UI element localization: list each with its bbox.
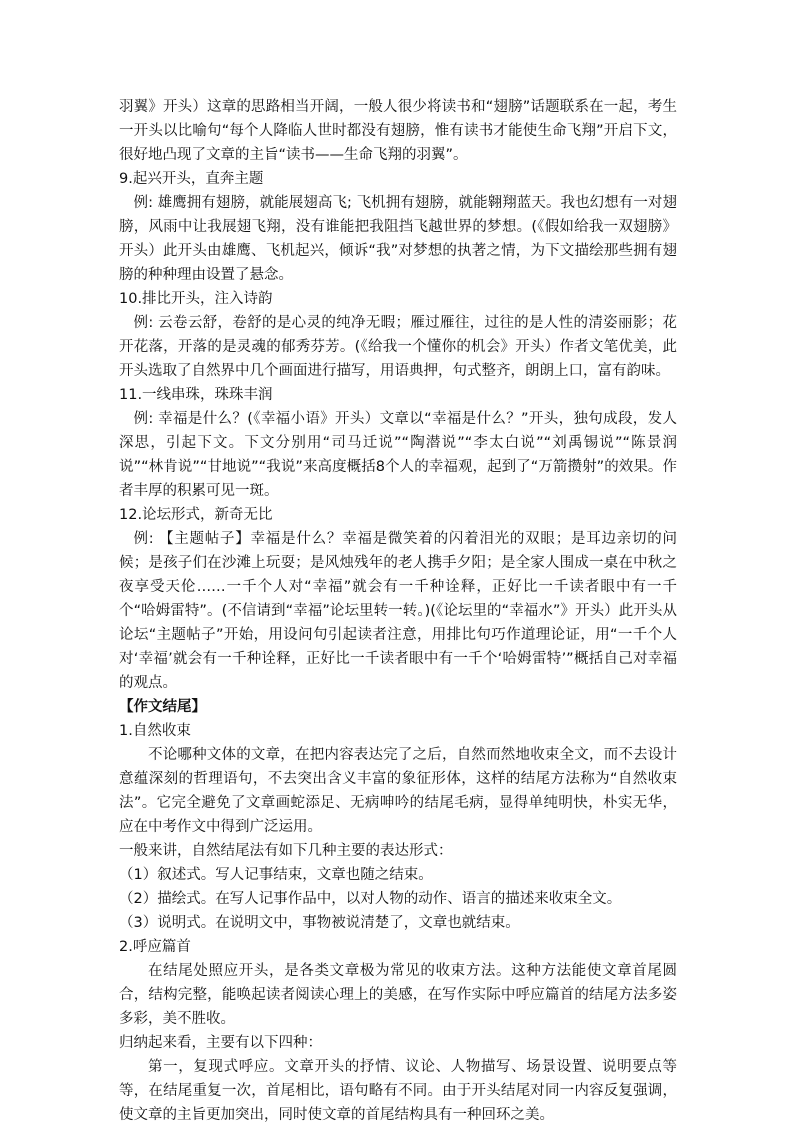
list-item-expository: （3）说明式。在说明文中，事物被说清楚了，文章也就结束。: [119, 915, 520, 931]
section-title-ending: 【作文结尾】: [119, 699, 206, 715]
heading-xing-opening: 9.起兴开头，直奔主题: [119, 171, 264, 187]
paragraph-natural-close: 不论哪种文体的文章，在把内容表达完了之后，自然而然地收束全文，而不去设计意蕴深刻的哲理语句，不去突出含义丰富的象征形体，这样的结尾方法称为“自然收束法”。它完全避免了文章画蛇添足、无病呻吟的结尾毛病，显得单纯明快，朴实无华，应在中考作文中得到广泛运用。: [119, 747, 677, 835]
paragraph-repeat-echo: 第一，复现式呼应。文章开头的抒情、议论、人物描写、场景设置、说明要点等等，在结尾重复一次，首尾相比，语句略有不同。由于开头结尾对同一内容反复强调，使文章的主旨更加突出，同时使文章的首尾结构具有一种回环之美。: [119, 1059, 677, 1123]
paragraph-wings-example: 例: 雄鹰拥有翅膀，就能展翅高飞; 飞机拥有翅膀，就能翱翔蓝天。我也幻想有一对翅膀，风雨中让我展翅飞翔，没有谁能把我阻挡飞越世界的梦想。(《假如给我一双翅膀》开头）此开头由雄鹰、飞机起兴，倾诉“我”对梦想的执著之情，为下文描绘那些拥有翅膀的种种理由设置了悬念。: [119, 195, 677, 283]
document-page: [119, 95, 677, 1127]
heading-natural-close: 1.自然收束: [119, 723, 191, 739]
heading-echo-beginning: 2.呼应篇首: [119, 939, 191, 955]
heading-parallel-opening: 10.排比开头，注入诗韵: [119, 291, 273, 307]
paragraph-four-types: 归纳起来看，主要有以下四种：: [119, 1035, 322, 1051]
list-item-descriptive: （2）描绘式。在写人记事作品中，以对人物的动作、语言的描述来收束全文。: [119, 891, 622, 907]
paragraph-forms-intro: 一般来讲，自然结尾法有如下几种主要的表达形式：: [119, 843, 453, 859]
paragraph-happiness-example: 例: 幸福是什么？(《幸福小语》开头）文章以“幸福是什么？”开头，独句成段，发人深思，引起下文。下文分别用“司马迁说”“陶潜说”“李太白说”“刘禹锡说”“陈景润说”“林肯说”“甘地说”“我说”来高度概括8个人的幸福观，起到了“万箭攒射”的效果。作者丰厚的积累可见一斑。: [119, 411, 677, 499]
heading-forum-form: 12.论坛形式，新奇无比: [119, 507, 273, 523]
heading-string-of-pearls: 11.一线串珠，珠珠丰润: [119, 387, 273, 403]
paragraph-reading-wings-analysis: 羽翼》开头）这章的思路相当开阔，一般人很少将读书和“翅膀”话题联系在一起，考生一开头以比喻句“每个人降临人世时都没有翅膀，惟有读书才能使生命飞翔”开启下文，很好地凸现了文章的主旨“读书——生命飞翔的羽翼”。: [119, 99, 677, 163]
paragraph-clouds-example: 例: 云卷云舒，卷舒的是心灵的纯净无暇；雁过雁往，过往的是人性的清姿丽影；花开花落，开落的是灵魂的郁秀芬芳。(《给我一个懂你的机会》开头）作者文笔优美，此开头选取了自然界中几个画面进行描写，用语典押，句式整齐，朗朗上口，富有韵味。: [119, 315, 677, 379]
list-item-narrative: （1）叙述式。写人记事结束，文章也随之结束。: [119, 867, 433, 883]
paragraph-forum-example: 例: 【主题帖子】幸福是什么？幸福是微笑着的闪着泪光的双眼；是耳边亲切的问候；是孩子们在沙滩上玩耍；是风烛残年的老人携手夕阳；是全家人围成一桌在中秋之夜享受天伦……一千个人对“幸福”就会有一千种诠释，正好比一千读者眼中有一千个“哈姆雷特”。(不信请到“幸福”论坛里转一转。)(《论坛里的“幸福水”》开头）此开头从论坛“主题帖子”开始，用设问句引起读者注意，用排比句巧作道理论证，用“一千个人对‘幸福’就会有一千种诠释，正好比一千读者眼中有一千个‘哈姆雷特’”概括自己对幸福的观点。: [119, 531, 677, 691]
paragraph-echo-beginning: 在结尾处照应开头，是各类文章极为常见的收束方法。这种方法能使文章首尾圆合，结构完整，能唤起读者阅读心理上的美感，在写作实际中呼应篇首的结尾方法多姿多彩，美不胜收。: [119, 963, 677, 1027]
